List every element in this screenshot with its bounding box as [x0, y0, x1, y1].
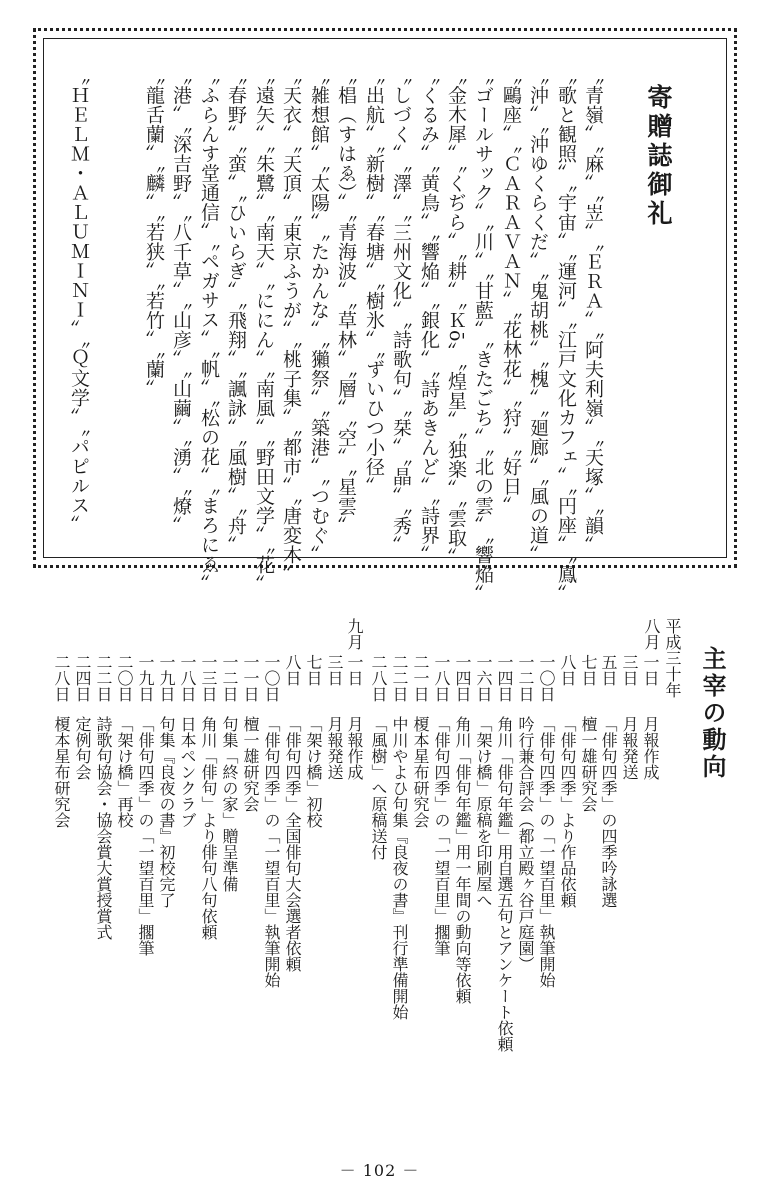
entry-date: 二八日	[52, 654, 71, 702]
entry-date: 一四日	[453, 654, 472, 702]
magazine-line: 〝ふらんす堂通信〟〝ペガサス〟〝帆〟〝松の花〟〝まろにゑ〟	[198, 66, 220, 594]
entry-text: 角川「俳句年鑑」用一年間の動向等依頼	[453, 716, 472, 1004]
entry-text: 詩歌句協会・協会賞大賞授賞式	[94, 716, 113, 940]
entry-text: 吟行兼合評会（都立殿ヶ谷戸庭園）	[516, 716, 535, 972]
entry-date: 一日	[345, 654, 364, 686]
entry-text: 月報作成	[345, 716, 364, 780]
entry-date: 三日	[325, 654, 344, 686]
entry-date: 五日	[599, 654, 618, 686]
entry-date: 一九日	[157, 654, 176, 702]
entry-text: 月報発送	[620, 716, 639, 780]
entry-date: 七日	[304, 654, 323, 686]
entry-date: 一九日	[136, 654, 155, 702]
entry-date: 一八日	[178, 654, 197, 702]
entry-text: 檀一雄研究会	[579, 716, 598, 812]
entry-date: 一六日	[474, 654, 493, 702]
entry-text: 角川「俳句」より俳句八句依頼	[199, 716, 218, 940]
magazine-line: 〝出航〟〝新樹〟〝春塘〟〝樹氷〟〝ずいひつ小径〟	[363, 66, 385, 496]
entry-text: 「俳句四季」より作品依頼	[558, 716, 577, 908]
entry-date: 八日	[558, 654, 577, 686]
magazines-title: 寄贈誌御礼	[644, 84, 673, 229]
entry-date: 一八日	[432, 654, 451, 702]
magazine-line: 〝くるみ〟〝黄鳥〟〝響焔〟〝銀化〟〝詩あきんど〟〝詩界〟	[418, 66, 440, 565]
entry-text: 句集「終の家」贈呈準備	[220, 716, 239, 892]
entry-text: 「風樹」へ原稿送付	[369, 716, 388, 860]
entry-text: 「架け橋」初校	[304, 716, 323, 828]
entry-text: 月報発送	[325, 716, 344, 780]
magazine-line: 〝ＨＥＬＭ・ＡＬＵＭＩＮＩ〟〝Ｑ文学〟〝パピルス〟	[68, 66, 90, 535]
entry-text: 「架け橋」原稿を印刷屋へ	[474, 716, 493, 908]
entry-date: 二二日	[390, 654, 409, 702]
magazine-line: 〝龍舌蘭〟〝麟〟〝若狭〟〝若竹〟〝蘭〟	[143, 66, 165, 399]
magazine-line: 〝鷗座〟〝ＣＡＲＡＶＡＮ〟〝花林花〟〝狩〟〝好日〟	[500, 66, 522, 516]
magazine-line: 〝天衣〟〝天頂〟〝東京ふうが〟〝桃子集〟〝都市〟〝唐変木〟	[280, 66, 302, 584]
entry-date: 二〇日	[115, 654, 134, 702]
magazine-line: 〝遠矢〟〝朱鷺〟〝南天〟〝ににん〟〝南風〟〝野田文学〟〝花〟	[253, 66, 275, 594]
entry-date: 一〇日	[262, 654, 281, 702]
entry-date: 二四日	[73, 654, 92, 702]
entry-text: 「架け橋」再校	[115, 716, 134, 828]
magazine-line: 〝椙（すはゑ）〟〝青海波〟〝草林〟〝層〟〝空〟〝星雲〟	[335, 66, 357, 536]
magazine-line: 〝ゴールサック〟〝川〟〝甘藍〟〝きたごち〟〝北の雲〟〝響焔〟	[472, 66, 494, 604]
magazine-line: 〝沖〟〝沖ゆくらくだ〟〝鬼胡桃〟〝槐〟〝廻廊〟〝風の道〟	[527, 66, 549, 565]
entry-text: 榎本星布研究会	[52, 716, 71, 828]
entry-text: 月報作成	[641, 716, 660, 780]
entry-date: 二八日	[369, 654, 388, 702]
entry-text: 榎本星布研究会	[411, 716, 430, 828]
entry-date: 一日	[641, 654, 660, 686]
entry-date: 二二日	[94, 654, 113, 702]
entry-text: 「俳句四季」の「一望百里」執筆開始	[537, 716, 556, 988]
magazine-line: 〝しづく〟〝澤〟〝三州文化〟〝詩歌句〟〝栞〟〝晶〟〝秀〟	[390, 66, 412, 555]
entry-text: 定例句会	[73, 716, 92, 780]
entry-date: 三日	[620, 654, 639, 686]
entry-date: 一四日	[495, 654, 514, 702]
entry-text: 「俳句四季」の「一望百里」執筆開始	[262, 716, 281, 988]
entry-date: 八日	[283, 654, 302, 686]
entry-date: 七日	[579, 654, 598, 686]
year-label: 平成三十年	[663, 618, 682, 698]
entry-date: 一〇日	[537, 654, 556, 702]
entry-date: 一二日	[220, 654, 239, 702]
entry-text: 「俳句四季」の「一望百里」擱筆	[432, 716, 451, 956]
entry-text: 「俳句四季」の四季吟詠選	[599, 716, 618, 908]
entry-text: 檀一雄研究会	[241, 716, 260, 812]
magazine-line: 〝歌と観照〟〝宇宙〟〝運河〟〝江戸文化カフェ〟〝円座〟〝鳳〟	[555, 66, 577, 604]
page-number: － 102 －	[339, 1161, 420, 1180]
entry-text: 日本ペンクラブ	[178, 716, 197, 828]
entry-date: 二一日	[411, 654, 430, 702]
entry-date: 一一日	[241, 654, 260, 702]
magazine-line: 〝青嶺〟〝麻〟〝岦〟〝ＥＲＡ〟〝阿夫利嶺〟〝天塚〟〝韻〟	[582, 66, 604, 555]
magazine-line: 〝港〟〝深吉野〟〝八千草〟〝山彦〟〝山繭〟〝湧〟〝燎〟	[170, 66, 192, 536]
magazine-line: 〝雑想館〟〝太陽〟〝たかんな〟〝獺祭〟〝築港〟〝つむぐ〟	[308, 66, 330, 565]
entry-text: 句集『良夜の書』初校完了	[157, 716, 176, 908]
entry-text: 角川「俳句年鑑」用自選五句とアンケート依頼	[495, 716, 514, 1052]
entry-date: 一三日	[199, 654, 218, 702]
entry-text: 「俳句四季」全国俳句大会選者依頼	[283, 716, 302, 972]
month-label-august: 八月	[642, 618, 661, 650]
entry-text: 中川やよひ句集『良夜の書』刊行準備開始	[390, 716, 409, 1020]
entry-date: 一二日	[516, 654, 535, 702]
entry-text: 「俳句四季」の「一望百里」擱筆	[136, 716, 155, 956]
magazine-line: 〝金木犀〟〝くぢら〟〝耕〟〝Ｋō〟〝煌星〟〝独楽〟〝雲取〟	[445, 66, 467, 567]
activities-title: 主宰の動向	[698, 646, 727, 781]
magazine-line: 〝春野〟〝蛮〟〝ひいらぎ〟〝飛翔〟〝諷詠〟〝風樹〟〝舟〟	[225, 66, 247, 555]
month-label-september: 九月	[345, 618, 364, 650]
